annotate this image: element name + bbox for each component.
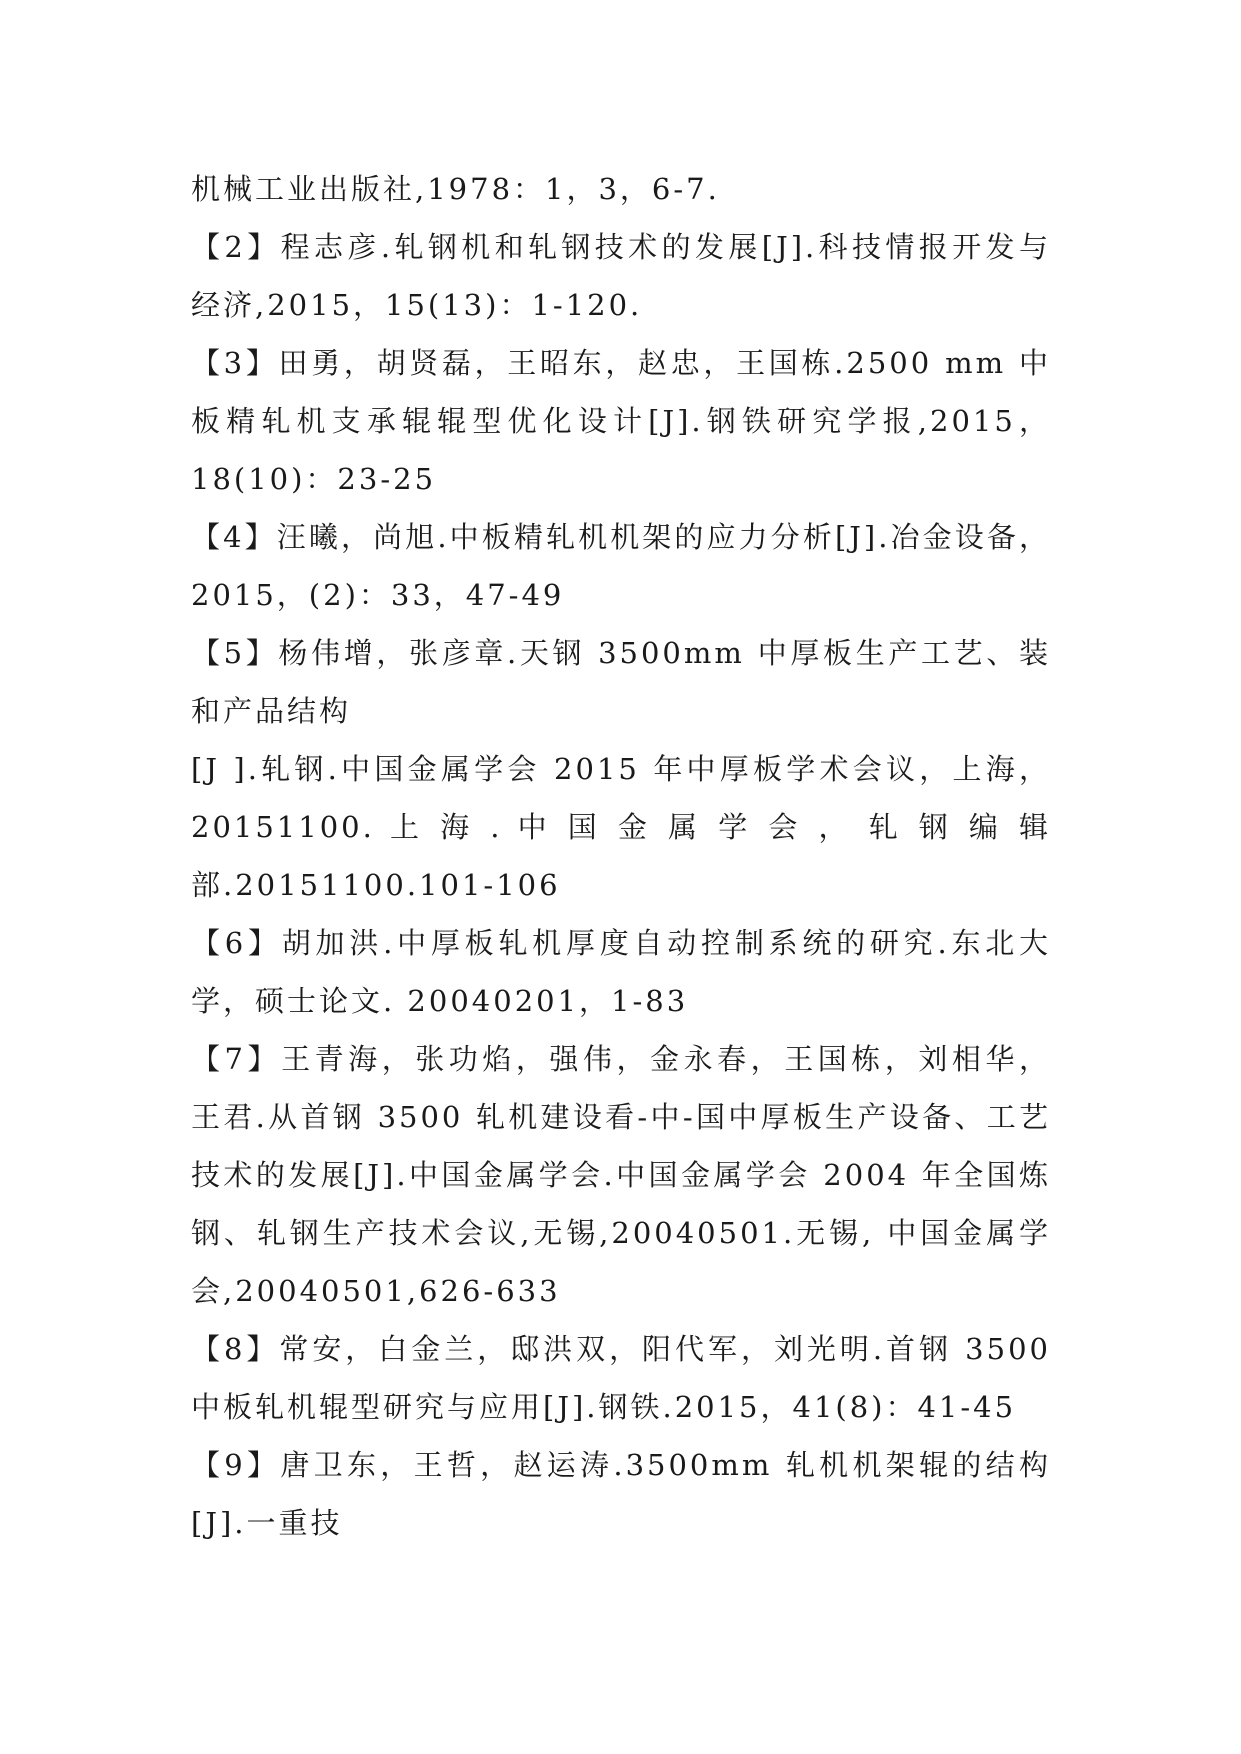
reference-line: [J ].轧钢.中国金属学会 2015 年中厚板学术会议，上海， [191, 752, 1051, 786]
reference-line: 【5】杨伟增，张彦章.天钢 3500mm 中厚板生产工艺、装 [191, 636, 1051, 670]
reference-line: 机械工业出版社,1978：1，3，6-7. [191, 172, 720, 206]
reference-line: [J].一重技 [191, 1506, 343, 1540]
reference-line: 经济,2015，15(13)：1-120. [191, 288, 643, 322]
reference-line: 钢、轧钢生产技术会议,无锡,20040501.无锡, 中国金属学 [191, 1216, 1051, 1250]
reference-line: 【6】胡加洪.中厚板轧机厚度自动控制系统的研究.东北大 [191, 926, 1051, 960]
reference-line: 技术的发展[J].中国金属学会.中国金属学会 2004 年全国炼 [191, 1158, 1051, 1192]
reference-line: 王君.从首钢 3500 轧机建设看-中-国中厚板生产设备、工艺 [191, 1100, 1051, 1134]
reference-line: 【7】王青海，张功焰，强伟，金永春，王国栋，刘相华， [191, 1042, 1051, 1076]
reference-line: 板精轧机支承辊辊型优化设计[J].钢铁研究学报,2015， [191, 404, 1051, 438]
reference-line: 【8】常安，白金兰，邸洪双，阳代军，刘光明.首钢 3500 [191, 1332, 1051, 1366]
reference-list [191, 160, 1051, 1552]
reference-line: 【3】田勇，胡贤磊，王昭东，赵忠，王国栋.2500 mm 中 [191, 346, 1051, 380]
reference-line: 会,20040501,626-633 [191, 1274, 561, 1308]
reference-line: 18(10)：23-25 [191, 462, 437, 496]
reference-line: 和产品结构 [191, 694, 352, 728]
reference-line: 20151100. 上 海 . 中 国 金 属 学 会 ， 轧 钢 编 辑 [191, 810, 1051, 844]
reference-line: 中板轧机辊型研究与应用[J].钢铁.2015，41(8)：41-45 [191, 1390, 1017, 1424]
reference-line: 学，硕士论文. 20040201，1-83 [191, 984, 689, 1018]
reference-line: 【4】汪曦，尚旭.中板精轧机机架的应力分析[J].冶金设备， [191, 520, 1051, 554]
reference-line: 2015，(2)：33，47-49 [191, 578, 565, 612]
reference-line: 【2】程志彦.轧钢机和轧钢技术的发展[J].科技情报开发与 [191, 230, 1051, 264]
reference-line: 【9】唐卫东，王哲，赵运涛.3500mm 轧机机架辊的结构 [191, 1448, 1051, 1482]
reference-line: 部.20151100.101-106 [191, 868, 561, 902]
